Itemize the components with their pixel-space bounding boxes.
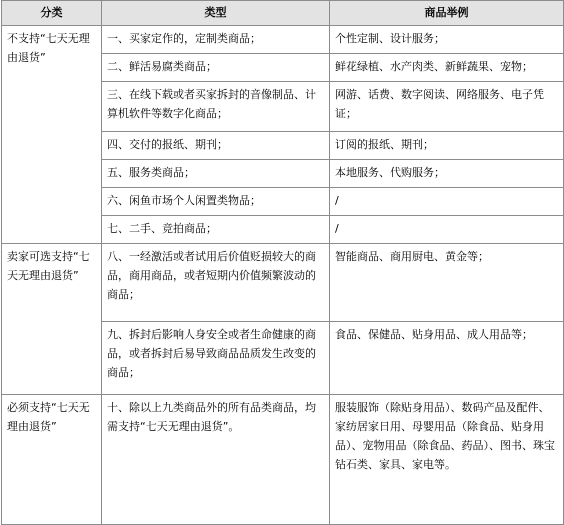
type-cell: 六、闲鱼市场个人闲置类物品； <box>102 188 330 216</box>
type-cell: 五、服务类商品； <box>102 160 330 188</box>
type-cell: 一、买家定作的，定制类商品； <box>102 26 330 54</box>
header-row <box>2 1 564 26</box>
header-category: 分类 <box>2 1 102 26</box>
type-cell: 九、拆封后影响人身安全或者生命健康的商品，或者拆封后易导致商品品质发生改变的商品； <box>102 322 330 395</box>
category-cell: 必须支持“七天无理由退货” <box>2 395 102 525</box>
table-row <box>2 244 564 322</box>
type-cell: 八、一经激活或者试用后价值贬损较大的商品，商用商品，或者短期内价值频繁波动的商品； <box>102 244 330 322</box>
example-cell: / <box>330 216 564 244</box>
type-cell: 二、鲜活易腐类商品； <box>102 54 330 82</box>
header-example: 商品举例 <box>330 1 564 26</box>
example-cell: 食品、保健品、贴身用品、成人用品等； <box>330 322 564 395</box>
example-cell: 智能商品、商用厨电、黄金等； <box>330 244 564 322</box>
category-cell: 不支持“七天无理由退货” <box>2 26 102 244</box>
type-cell: 三、在线下载或者买家拆封的音像制品、计算机软件等数字化商品； <box>102 82 330 132</box>
table-row <box>2 26 564 54</box>
example-cell: 服装服饰（除贴身用品）、数码产品及配件、家纺居家日用、母婴用品（除食品、贴身用品）、宠物用品（除食品、药品）、图书、珠宝钻石类、家具、家电等。 <box>330 395 564 525</box>
example-cell: 个性定制、设计服务； <box>330 26 564 54</box>
return-policy-table <box>1 0 564 525</box>
header-type: 类型 <box>102 1 330 26</box>
table-row <box>2 395 564 525</box>
example-cell: 鲜花绿植、水产肉类、新鲜蔬果、宠物； <box>330 54 564 82</box>
example-cell: 订阅的报纸、期刊； <box>330 132 564 160</box>
type-cell: 七、二手、竞拍商品； <box>102 216 330 244</box>
example-cell: 本地服务、代购服务； <box>330 160 564 188</box>
type-cell: 十、除以上九类商品外的所有品类商品，均需支持“七天无理由退货”。 <box>102 395 330 525</box>
example-cell: / <box>330 188 564 216</box>
type-cell: 四、交付的报纸、期刊； <box>102 132 330 160</box>
example-cell: 网游、话费、数字阅读、网络服务、电子凭证； <box>330 82 564 132</box>
category-cell: 卖家可选支持“七天无理由退货” <box>2 244 102 395</box>
